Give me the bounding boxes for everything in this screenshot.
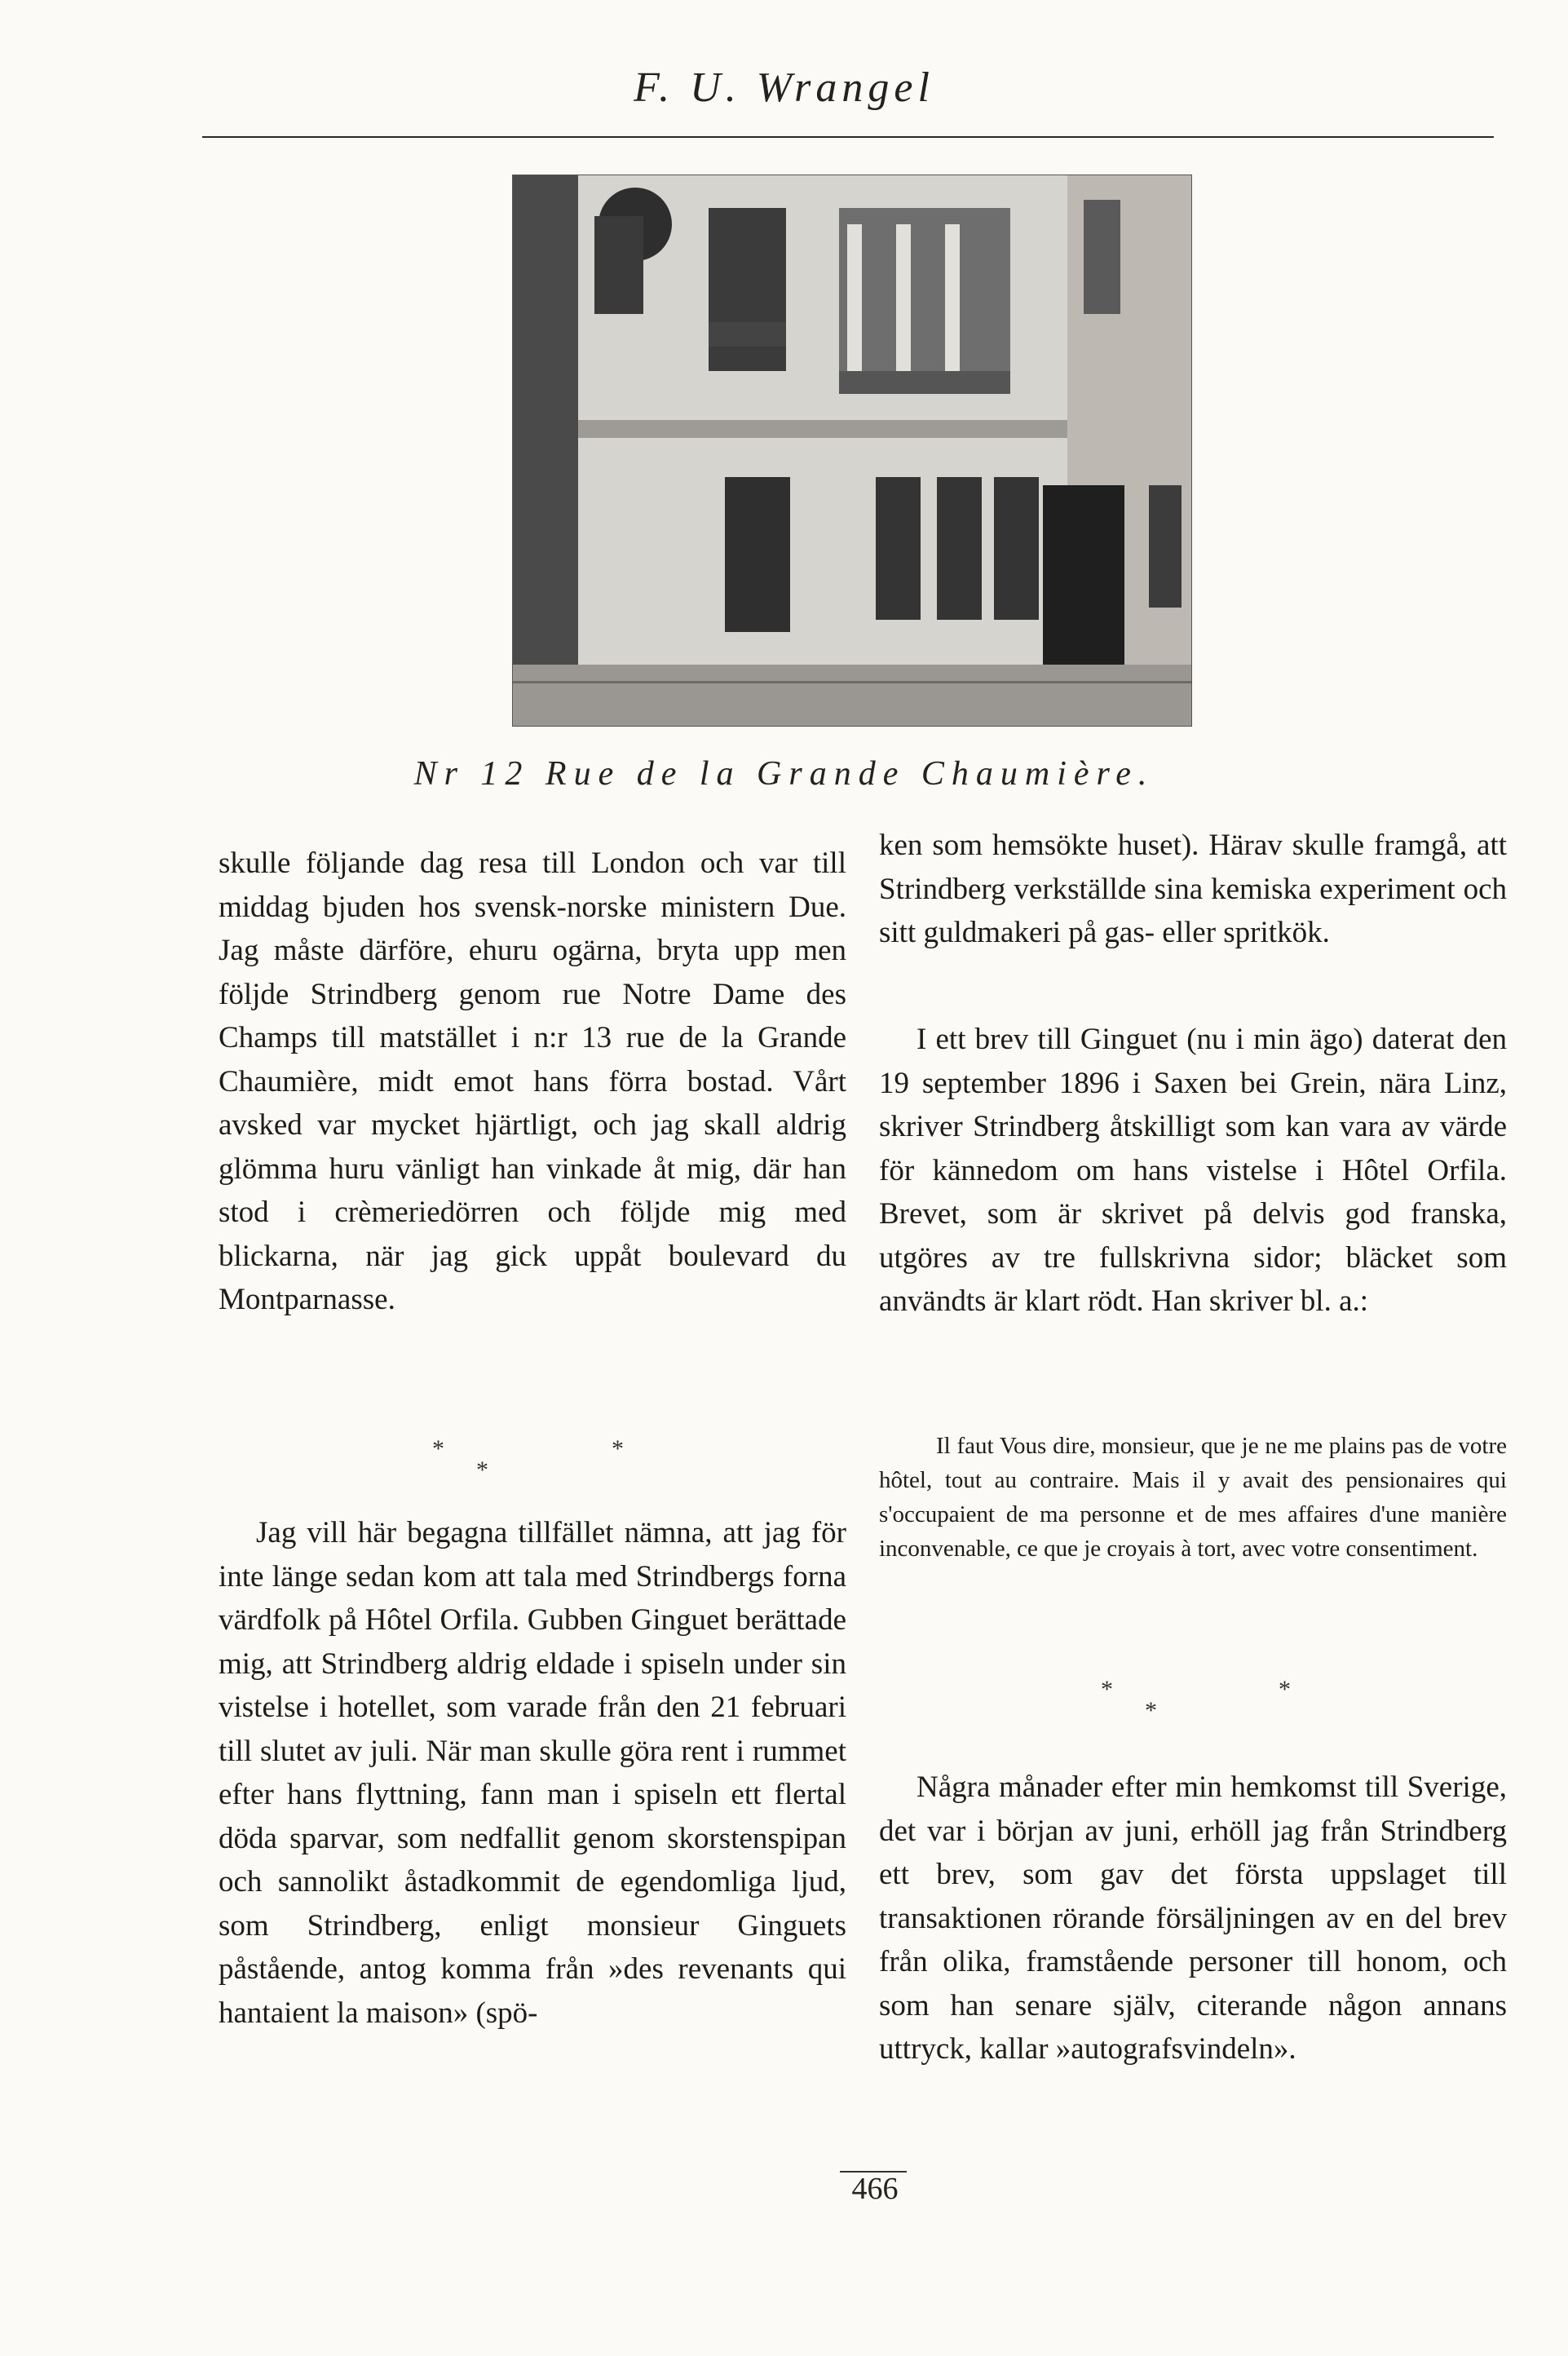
right-column-paragraph-3 [879,1766,1507,2071]
french-letter-quotation [879,1429,1507,1566]
building-facade-illustration [513,175,1191,726]
asterisk-3: * [612,1435,624,1462]
asterisk-2: * [476,1456,488,1483]
asterisk-2: * [1145,1697,1157,1724]
page-number: 466 [851,2172,899,2206]
right-column-paragraph-2 [879,1018,1507,1324]
header-rule [202,136,1494,138]
street-photograph [512,175,1192,727]
right-column-paragraph-1 [879,824,1507,955]
paragraph: I ett brev till Ginguet (nu i min ägo) daterat den 19 september 1896 i Saxen bei Grein, nära Linz, skriver Strindberg åtskilligt som kan vara av värde för kännedom om hans vistelse i Hôtel Orfila. Brevet, som är skrivet på delvis god franska, utgöres av tre fullskrivna sidor; bläcket som användts är klart rödt. Han skriver bl. a.: [879,1023,1507,1318]
asterisk-1: * [1101,1676,1113,1703]
section-break-left [424,1435,624,1484]
left-column-paragraph-1 [219,842,846,1322]
figure-caption: Nr 12 Rue de la Grande Chaumière. [413,755,1155,793]
running-title: F. U. Wrangel [634,64,934,111]
quotation-text: Il faut Vous dire, monsieur, que je ne me plains pas de votre hôtel, tout au contraire. Mais il y avait des pensionaires qui s'occupaient de ma personne et de mes affaires d'une manière inconvenable, ce que je croyais à tort, avec votre consentiment. [879,1433,1507,1562]
asterisk-3: * [1279,1676,1291,1703]
left-column-paragraph-2 [219,1511,846,2035]
paragraph: Några månader efter min hemkomst till Sverige, det var i början av juni, erhöll jag från Strindberg ett brev, som gav det första uppslaget till transaktionen rörande försäljningen av en del brev från olika, framstående personer till honom, och som han senare själv, citerande någon annans uttryck, kallar »autografsvindeln». [879,1770,1507,2066]
paragraph: skulle följande dag resa till London och var till middag bjuden hos svensk-norske ministern Due. Jag måste därföre, ehuru ogärna, bryta upp men följde Strindberg genom rue Notre Dame des Champs till matstället i n:r 13 rue de la Grande Chaumière, midt emot hans förra bostad. Vårt avsked var mycket hjärtligt, och jag skall aldrig glömma huru vänligt han vinkade åt mig, där han stod i crèmeriedörren och följde mig med blickarna, när jag gick uppåt boulevard du Montparnasse. [219,846,846,1316]
paragraph: Jag vill här begagna tillfället nämna, att jag för inte länge sedan kom att tala med Strindbergs forna värdfolk på Hôtel Orfila. Gubben Ginguet berättade mig, att Strindberg aldrig eldade i spiseln under sin vistelse i hotellet, som varade från den 21 februari till slutet av juli. När man skulle göra rent i rummet efter hans flyttning, fann man i spiseln ett flertal döda sparvar, som nedfallit genom skorstenspipan och sannolikt åstadkommit de egendomliga ljud, som Strindberg, enligt monsieur Ginguets påstående, antog komma från »des revenants qui hantaient la maison» (spö- [219,1516,846,2030]
paragraph: ken som hemsökte huset). Härav skulle framgå, att Strindberg verkställde sina kemiska experiment och sitt guldmakeri på gas- eller spritkök. [879,829,1507,949]
asterisk-1: * [432,1435,444,1462]
section-break-right [1093,1676,1291,1725]
